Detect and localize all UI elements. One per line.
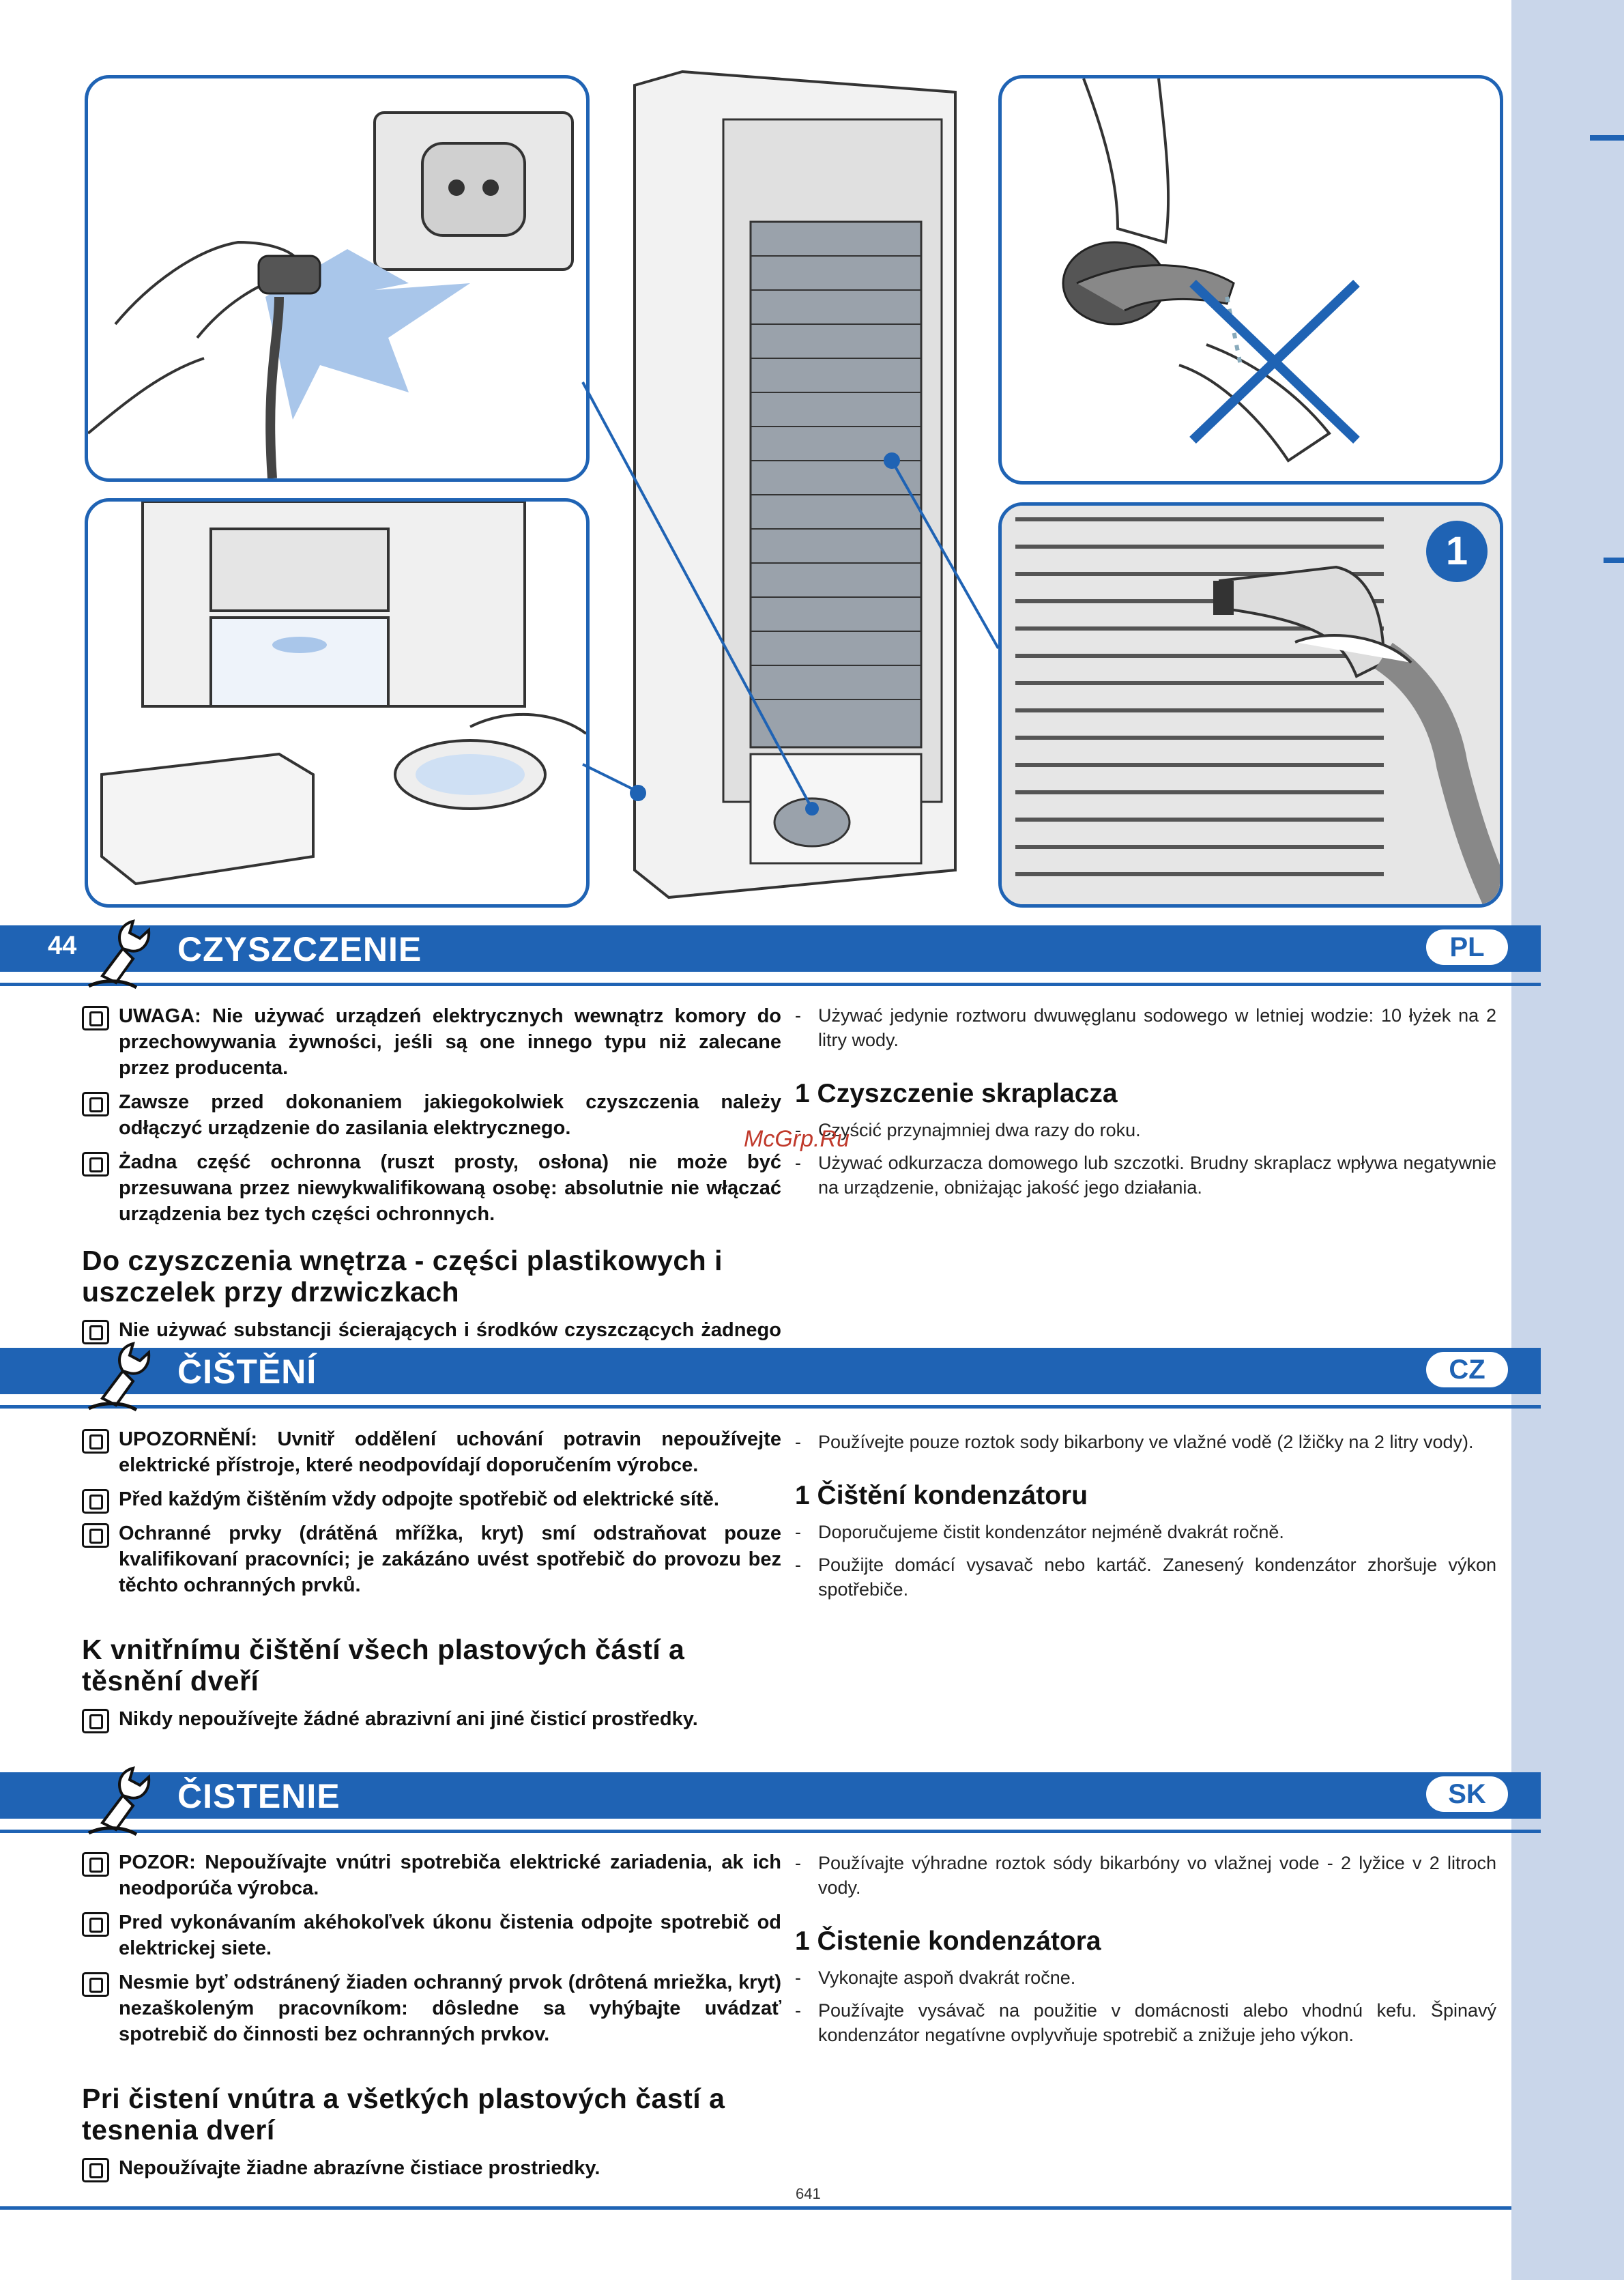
fridge-rear-illustration (614, 65, 989, 918)
drip-tray-illustration (85, 498, 590, 908)
wrench-hand-icon (82, 1333, 164, 1415)
warning-icon (82, 2158, 109, 2182)
warning-icon (82, 1852, 109, 1877)
warning-item: Żadna część ochronna (ruszt prosty, osłona) nie może być przesuwana przez niewykwalifikowaną osobę: absolutnie nie włączać urządzenia bez tych części ochronnych. (82, 1149, 781, 1227)
right-intro: - Używać jedynie roztworu dwuwęglanu sodowego w letniej wodzie: 10 łyżek na 2 litry wody. (795, 1003, 1496, 1052)
warning-icon (82, 1429, 109, 1454)
section-pl-right-column (795, 1003, 1496, 1208)
section-pl-left-column (82, 1003, 781, 1377)
section-band-underline-pl (0, 983, 1541, 986)
section-sk-right-column (795, 1851, 1496, 2055)
warning-icon (82, 1152, 109, 1177)
footer-rule (0, 2206, 1511, 2210)
condenser-item: - Czyścić przynajmniej dwa razy do roku. (795, 1118, 1496, 1142)
sidebar-tick-top (1590, 135, 1624, 141)
interior-heading: Pri čistení vnútra a všetkých plastových častí a tesnenia dverí (82, 2083, 725, 2146)
sidebar-tick-mid (1604, 558, 1624, 563)
footer-page-number: 641 (796, 2185, 821, 2202)
warning-item: UPOZORNĚNÍ: Uvnitř oddělení uchování potravin nepoužívejte elektrické přístroje, které neodpovídají doporučením výrobce. (82, 1426, 781, 1478)
wrench-hand-icon (82, 911, 164, 993)
warning-icon (82, 1709, 109, 1733)
condenser-item: - Używać odkurzacza domowego lub szczotki. Brudny skraplacz wpływa negatywnie na urządzenie, obniżając jakość jego działania. (795, 1151, 1496, 1200)
warning-item: Nie używać substancji ścierających i środków czyszczących żadnego (82, 1317, 781, 1369)
no-water-drawing (1002, 78, 1500, 481)
condenser-heading: 1 Czyszczenie skraplacza (795, 1079, 1118, 1108)
section-title-sk: ČISTENIE (177, 1777, 340, 1815)
unplug-drawing (88, 78, 586, 478)
warning-item: Nesmie byť odstránený žiaden ochranný prvok (drôtená mriežka, kryt) nezaškoleným pracovníkom: dôsledne sa vyhýbajte uvádzať spotrebič do činnosti bez ochranných prvkov. (82, 1969, 781, 2047)
warning-item: Nepoužívajte žiadne abrazívne čistiace prostriedky. (82, 2155, 781, 2181)
lang-badge-pl: PL (1426, 929, 1508, 965)
warning-item: Nikdy nepoužívejte žádné abrazivní ani jiné čisticí prostředky. (82, 1706, 781, 1732)
interior-heading: Do czyszczenia wnętrza - części plastikowych i uszczelek przy drzwiczkach (82, 1245, 723, 1308)
lang-badge-cz: CZ (1426, 1352, 1508, 1387)
wrench-hand-icon (82, 1758, 164, 1840)
page-number: 44 (48, 932, 77, 960)
unplug-illustration (85, 75, 590, 482)
drip-tray-drawing (88, 502, 586, 904)
warning-icon (82, 1006, 109, 1030)
condenser-heading: 1 Čistenie kondenzátora (795, 1927, 1101, 1956)
warning-item: UWAGA: Nie używać urządzeń elektrycznych wewnątrz komory do przechowywania żywności, jeśli są one innego typu niż zalecane przez producenta. (82, 1003, 781, 1081)
condenser-heading: 1 Čištění kondenzátoru (795, 1481, 1088, 1510)
warning-icon (82, 1972, 109, 1997)
warning-item: Zawsze przed dokonaniem jakiegokolwiek czyszczenia należy odłączyć urządzenie do zasilania elektrycznego. (82, 1089, 781, 1141)
no-water-illustration (998, 75, 1503, 485)
condenser-item: - Použijte domácí vysavač nebo kartáč. Zanesený kondenzátor zhoršuje výkon spotřebiče. (795, 1553, 1496, 1602)
interior-heading: K vnitřnímu čištění všech plastových částí a těsnění dveří (82, 1634, 685, 1697)
right-intro: - Používejte pouze roztok sody bikarbony ve vlažné vodě (2 lžičky na 2 litry vody). (795, 1430, 1496, 1454)
section-cz-left-column (82, 1426, 781, 1740)
lang-badge-sk: SK (1426, 1776, 1508, 1812)
figure-1-badge: 1 (1426, 521, 1488, 582)
condenser-item: - Doporučujeme čistit kondenzátor nejméně dvakrát ročně. (795, 1520, 1496, 1544)
condenser-item: - Vykonajte aspoň dvakrát ročne. (795, 1965, 1496, 1990)
condenser-item: - Používajte vysávač na použitie v domácnosti alebo vhodnú kefu. Špinavý kondenzátor negatívne ovplyvňuje spotrebič a znižuje jeho výkon. (795, 1998, 1496, 2047)
condenser-vacuum-illustration (998, 502, 1503, 908)
warning-item: POZOR: Nepoužívajte vnútri spotrebiča elektrické zariadenia, ak ich neodporúča výrobca. (82, 1849, 781, 1901)
warning-item: Před každým čištěním vždy odpojte spotřebič od elektrické sítě. (82, 1486, 781, 1512)
watermark: McGrp.Ru (744, 1126, 850, 1152)
warning-item: Ochranné prvky (drátěná mřížka, kryt) smí odstraňovat pouze kvalifikovaní pracovníci; je zakázáno uvést spotřebič do provozu bez těchto ochranných prvků. (82, 1520, 781, 1598)
section-sk-left-column (82, 1849, 781, 2189)
page-sidebar (1511, 0, 1624, 2280)
warning-icon (82, 1092, 109, 1116)
warning-icon (82, 1489, 109, 1514)
section-band-underline-sk (0, 1830, 1541, 1833)
warning-icon (82, 1912, 109, 1937)
section-title-pl: CZYSZCZENIE (177, 930, 422, 968)
section-title-cz: ČIŠTĚNÍ (177, 1353, 317, 1391)
section-cz-right-column (795, 1430, 1496, 1610)
condenser-vacuum-drawing (1002, 506, 1500, 904)
warning-item: Pred vykonávaním akéhokoľvek úkonu čistenia odpojte spotrebič od elektrickej siete. (82, 1909, 781, 1961)
warning-icon (82, 1523, 109, 1548)
section-band-underline-cz (0, 1405, 1541, 1409)
right-intro: - Používajte výhradne roztok sódy bikarbóny vo vlažnej vode - 2 lyžice v 2 litroch vody. (795, 1851, 1496, 1900)
